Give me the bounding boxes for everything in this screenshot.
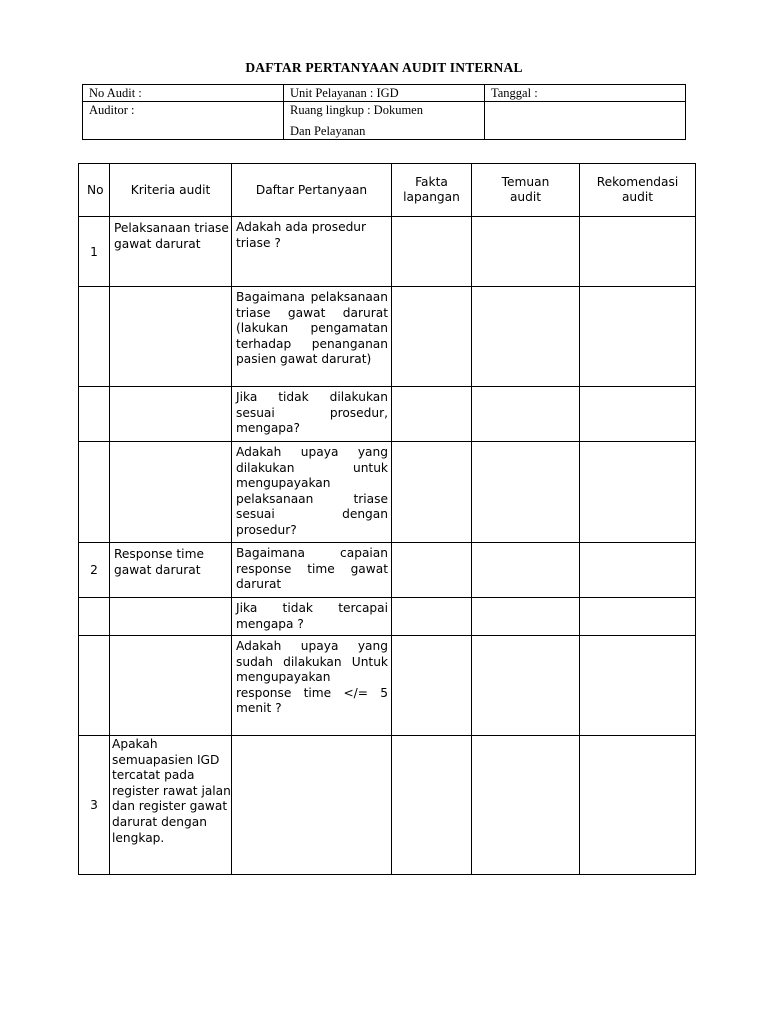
row-pertanyaan: Adakah upaya yang dilakukan untuk mengupayakan pelaksanaan triase sesuai dengan prosedur?	[232, 442, 392, 543]
table-row	[79, 287, 696, 387]
row-pertanyaan: Bagaimana pelaksanaan triase gawat darurat (lakukan pengamatan terhadap penanganan pasien gawat darurat)	[232, 287, 392, 387]
row-fakta	[392, 636, 472, 736]
row-rekomendasi	[580, 636, 696, 736]
row-pertanyaan: Bagaimana capaian response time gawat darurat	[232, 543, 392, 598]
col-header-fakta: Fakta lapangan	[392, 164, 472, 217]
row-rekomendasi	[580, 387, 696, 442]
col-header-rekomendasi: Rekomendasi audit	[580, 164, 696, 217]
row-no: 1	[79, 217, 110, 287]
no-audit-field: No Audit :	[83, 85, 284, 102]
table-row	[79, 442, 696, 543]
row-no	[79, 636, 110, 736]
row-rekomendasi	[580, 543, 696, 598]
row-kriteria: Response time gawat darurat	[110, 543, 232, 598]
row-rekomendasi	[580, 442, 696, 543]
col-header-no: No	[79, 164, 110, 217]
row-kriteria	[110, 636, 232, 736]
row-kriteria	[110, 387, 232, 442]
row-kriteria: Pelaksanaan triase gawat darurat	[110, 217, 232, 287]
row-rekomendasi	[580, 217, 696, 287]
ruang-lingkup-line-1: Ruang lingkup : Dokumen	[290, 103, 423, 117]
audit-header-table	[82, 84, 686, 140]
col-header-pertanyaan: Daftar Pertanyaan	[232, 164, 392, 217]
table-row	[79, 217, 696, 287]
row-pertanyaan	[232, 736, 392, 875]
row-pertanyaan: Jika tidak tercapai mengapa ?	[232, 598, 392, 636]
row-no: 2	[79, 543, 110, 598]
row-fakta	[392, 736, 472, 875]
row-pertanyaan: Adakah ada prosedur triase ?	[232, 217, 392, 287]
tanggal-value-cell	[485, 102, 686, 140]
unit-pelayanan-field: Unit Pelayanan : IGD	[284, 85, 485, 102]
row-no: 3	[79, 736, 110, 875]
audit-questions-table	[78, 163, 696, 875]
row-kriteria	[110, 442, 232, 543]
table-row	[79, 736, 696, 875]
row-pertanyaan: Jika tidak dilakukan sesuai prosedur, mengapa?	[232, 387, 392, 442]
row-kriteria: Apakah semuapasien IGD tercatat pada register rawat jalan dan register gawat darurat dengan lengkap.	[110, 736, 232, 875]
col-header-temuan: Temuan audit	[472, 164, 580, 217]
row-no	[79, 598, 110, 636]
row-fakta	[392, 442, 472, 543]
row-no	[79, 387, 110, 442]
col-header-kriteria: Kriteria audit	[110, 164, 232, 217]
row-temuan	[472, 287, 580, 387]
table-row	[79, 387, 696, 442]
row-fakta	[392, 598, 472, 636]
tanggal-field: Tanggal :	[485, 85, 686, 102]
row-temuan	[472, 387, 580, 442]
row-temuan	[472, 598, 580, 636]
row-rekomendasi	[580, 287, 696, 387]
row-pertanyaan: Adakah upaya yang sudah dilakukan Untuk mengupayakan response time </= 5 menit ?	[232, 636, 392, 736]
row-temuan	[472, 442, 580, 543]
table-row	[79, 598, 696, 636]
row-fakta	[392, 387, 472, 442]
table-row	[79, 543, 696, 598]
row-fakta	[392, 543, 472, 598]
row-no	[79, 287, 110, 387]
row-fakta	[392, 217, 472, 287]
row-kriteria	[110, 598, 232, 636]
row-rekomendasi	[580, 598, 696, 636]
table-header-row	[79, 164, 696, 217]
row-no	[79, 442, 110, 543]
ruang-lingkup-line-2: Dan Pelayanan	[290, 124, 366, 138]
row-temuan	[472, 736, 580, 875]
row-temuan	[472, 636, 580, 736]
row-temuan	[472, 217, 580, 287]
row-kriteria	[110, 287, 232, 387]
auditor-field: Auditor :	[83, 102, 284, 140]
document-title: DAFTAR PERTANYAAN AUDIT INTERNAL	[245, 60, 523, 75]
row-temuan	[472, 543, 580, 598]
ruang-lingkup-field	[284, 102, 485, 140]
row-fakta	[392, 287, 472, 387]
table-row	[79, 636, 696, 736]
row-rekomendasi	[580, 736, 696, 875]
